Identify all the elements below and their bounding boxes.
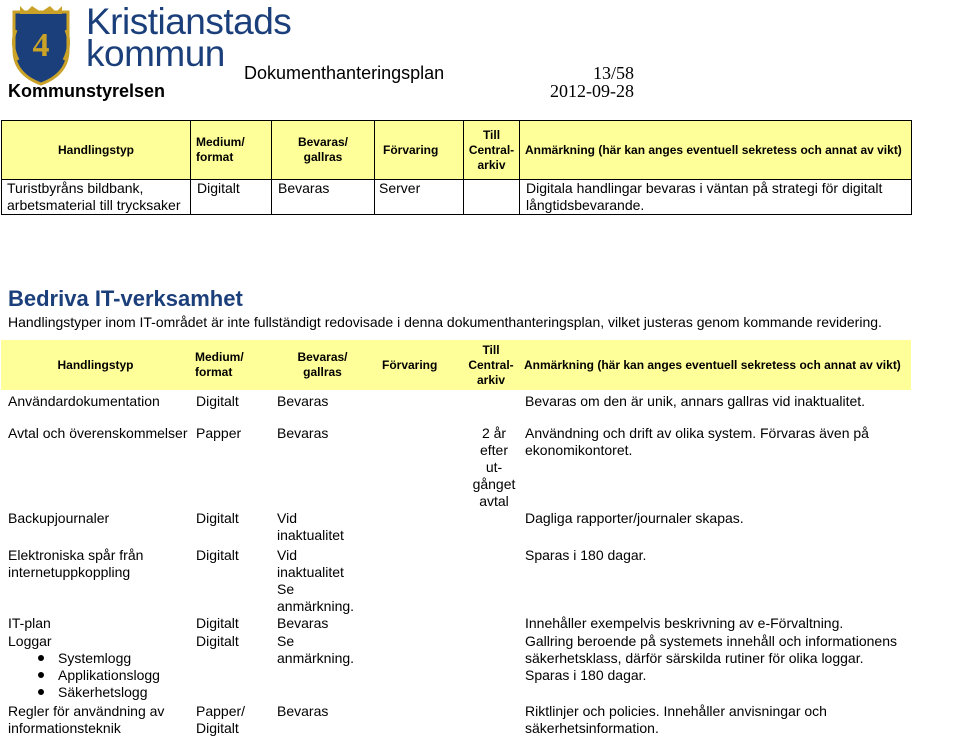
svg-text:4: 4 <box>32 27 50 64</box>
records-table-it <box>1 340 911 739</box>
cell-medium: Papper/ Digitalt <box>196 703 246 736</box>
cell-till <box>463 615 519 633</box>
cell-bevaras: Bevaras <box>277 703 329 719</box>
cell-anmarkning: Innehåller exempelvis beskrivning av e-Förvaltning. <box>525 615 844 631</box>
cell-medium: Digitalt <box>196 615 239 631</box>
cell-till: 2 år efter ut- gånget avtal <box>472 425 516 509</box>
table-row <box>1 615 911 633</box>
cell-bevaras: Bevaras <box>277 425 329 441</box>
cell-anmarkning: Sparas i 180 dagar. <box>525 547 647 563</box>
document-date: 2012-09-28 <box>550 81 634 101</box>
cell-till <box>463 510 519 547</box>
cell-handlingstyp: Avtal och överenskommelser <box>8 425 188 441</box>
cell-handlingstyp: Regler för användning av informationsteknik <box>8 703 165 736</box>
cell-anmarkning: Användning och drift av olika system. Förvaras även på ekonomikontoret. <box>525 425 869 458</box>
list-item: Säkerhetslogg <box>38 684 190 701</box>
col-anmarkning: Anmärkning (här kan anges eventuell sekretess och annat av vikt) <box>519 340 911 390</box>
section-intro: Handlingstyper inom IT-området är inte fullständigt redovisade i denna dokumenthanteringsplan, vilket justeras genom kommande revidering. <box>8 314 882 330</box>
table-row <box>1 510 911 547</box>
cell-medium: Digitalt <box>196 510 239 526</box>
department-name: Kommunstyrelsen <box>8 81 166 101</box>
log-types-list <box>8 650 190 701</box>
cell-bevaras: Bevaras <box>277 393 329 409</box>
cell-till <box>463 633 519 703</box>
table-header-row <box>2 121 912 180</box>
cell-handlingstyp: IT-plan <box>8 615 51 631</box>
table-row <box>1 703 911 739</box>
cell-forvaring: Server <box>375 180 464 215</box>
cell-forvaring <box>374 633 463 703</box>
cell-handlingstyp: Användardokumentation <box>8 393 160 409</box>
col-medium: Medium/ format <box>190 340 271 390</box>
cell-medium: Digitalt <box>196 393 239 409</box>
col-till-centralarkiv: Till Central- arkiv <box>463 340 519 390</box>
table-row <box>1 547 911 615</box>
col-handlingstyp: Handlingstyp <box>2 121 191 180</box>
cell-handlingstyp: Turistbyråns bildbank, arbetsmaterial till trycksaker <box>2 180 191 215</box>
logo-wordmark-line1: Kristianstads <box>86 1 292 42</box>
col-bevaras: Bevaras/ gallras <box>271 340 374 390</box>
table-row <box>2 180 912 215</box>
cell-till <box>463 703 519 739</box>
cell-forvaring <box>374 390 463 425</box>
col-anmarkning: Anmärkning (här kan anges eventuell sekretess och annat av vikt) <box>520 121 912 180</box>
list-item: Systemlogg <box>38 650 190 667</box>
cell-anmarkning: Riktlinjer och policies. Innehåller anvisningar och säkerhetsinformation. <box>525 703 827 736</box>
cell-handlingstyp: Elektroniska spår från internetuppkoppling <box>8 547 144 580</box>
col-forvaring: Förvaring <box>375 121 464 180</box>
cell-till <box>464 180 520 215</box>
cell-forvaring <box>374 547 463 615</box>
cell-forvaring <box>374 425 463 510</box>
cell-till <box>463 547 519 615</box>
col-handlingstyp: Handlingstyp <box>1 340 190 390</box>
cell-till <box>463 390 519 425</box>
col-bevaras: Bevaras/ gallras <box>272 121 375 180</box>
cell-handlingstyp: Loggar Systemlogg Applikationslogg Säkerhetslogg <box>1 633 190 703</box>
table-row <box>1 633 911 703</box>
cell-forvaring <box>374 510 463 547</box>
table-header-row <box>1 340 911 390</box>
col-medium: Medium/ format <box>191 121 272 180</box>
document-title: Dokumenthanteringsplan <box>244 63 445 83</box>
col-till-centralarkiv: Till Central- arkiv <box>464 121 520 180</box>
table-row <box>1 425 911 510</box>
cell-bevaras: Se anmärkning. <box>277 633 355 666</box>
cell-forvaring <box>374 615 463 633</box>
list-item: Applikationslogg <box>38 667 190 684</box>
cell-anmarkning: Digitala handlingar bevaras i väntan på strategi för digitalt långtidsbevarande. <box>520 180 912 215</box>
cell-forvaring <box>374 703 463 739</box>
cell-anmarkning: Bevaras om den är unik, annars gallras vid inaktualitet. <box>525 393 866 409</box>
cell-handlingstyp: Backupjournaler <box>8 510 110 526</box>
cell-medium: Digitalt <box>196 547 239 563</box>
cell-bevaras: Bevaras <box>277 615 329 631</box>
kristianstad-crest-logo <box>6 4 76 86</box>
cell-anmarkning: Gallring beroende på systemets innehåll och informationens säkerhetsklass, därför särskilda rutiner för olika loggar. Sparas i 180 dagar. <box>525 633 897 683</box>
table-row <box>1 390 911 425</box>
records-table-tourism <box>1 120 912 215</box>
cell-bevaras: Vid inaktualitet <box>277 510 344 543</box>
cell-bevaras: Vid inaktualitet Se anmärkning. <box>277 547 355 614</box>
page-number: 13/58 <box>592 63 634 83</box>
cell-medium: Papper <box>196 425 242 441</box>
cell-medium: Digitalt <box>196 633 239 649</box>
section-heading: Bedriva IT-verksamhet <box>8 286 243 311</box>
logo-wordmark-line2: kommun <box>86 33 225 74</box>
cell-bevaras: Bevaras <box>272 180 375 215</box>
col-forvaring: Förvaring <box>374 340 463 390</box>
cell-medium: Digitalt <box>191 180 272 215</box>
cell-anmarkning: Dagliga rapporter/journaler skapas. <box>525 510 744 526</box>
